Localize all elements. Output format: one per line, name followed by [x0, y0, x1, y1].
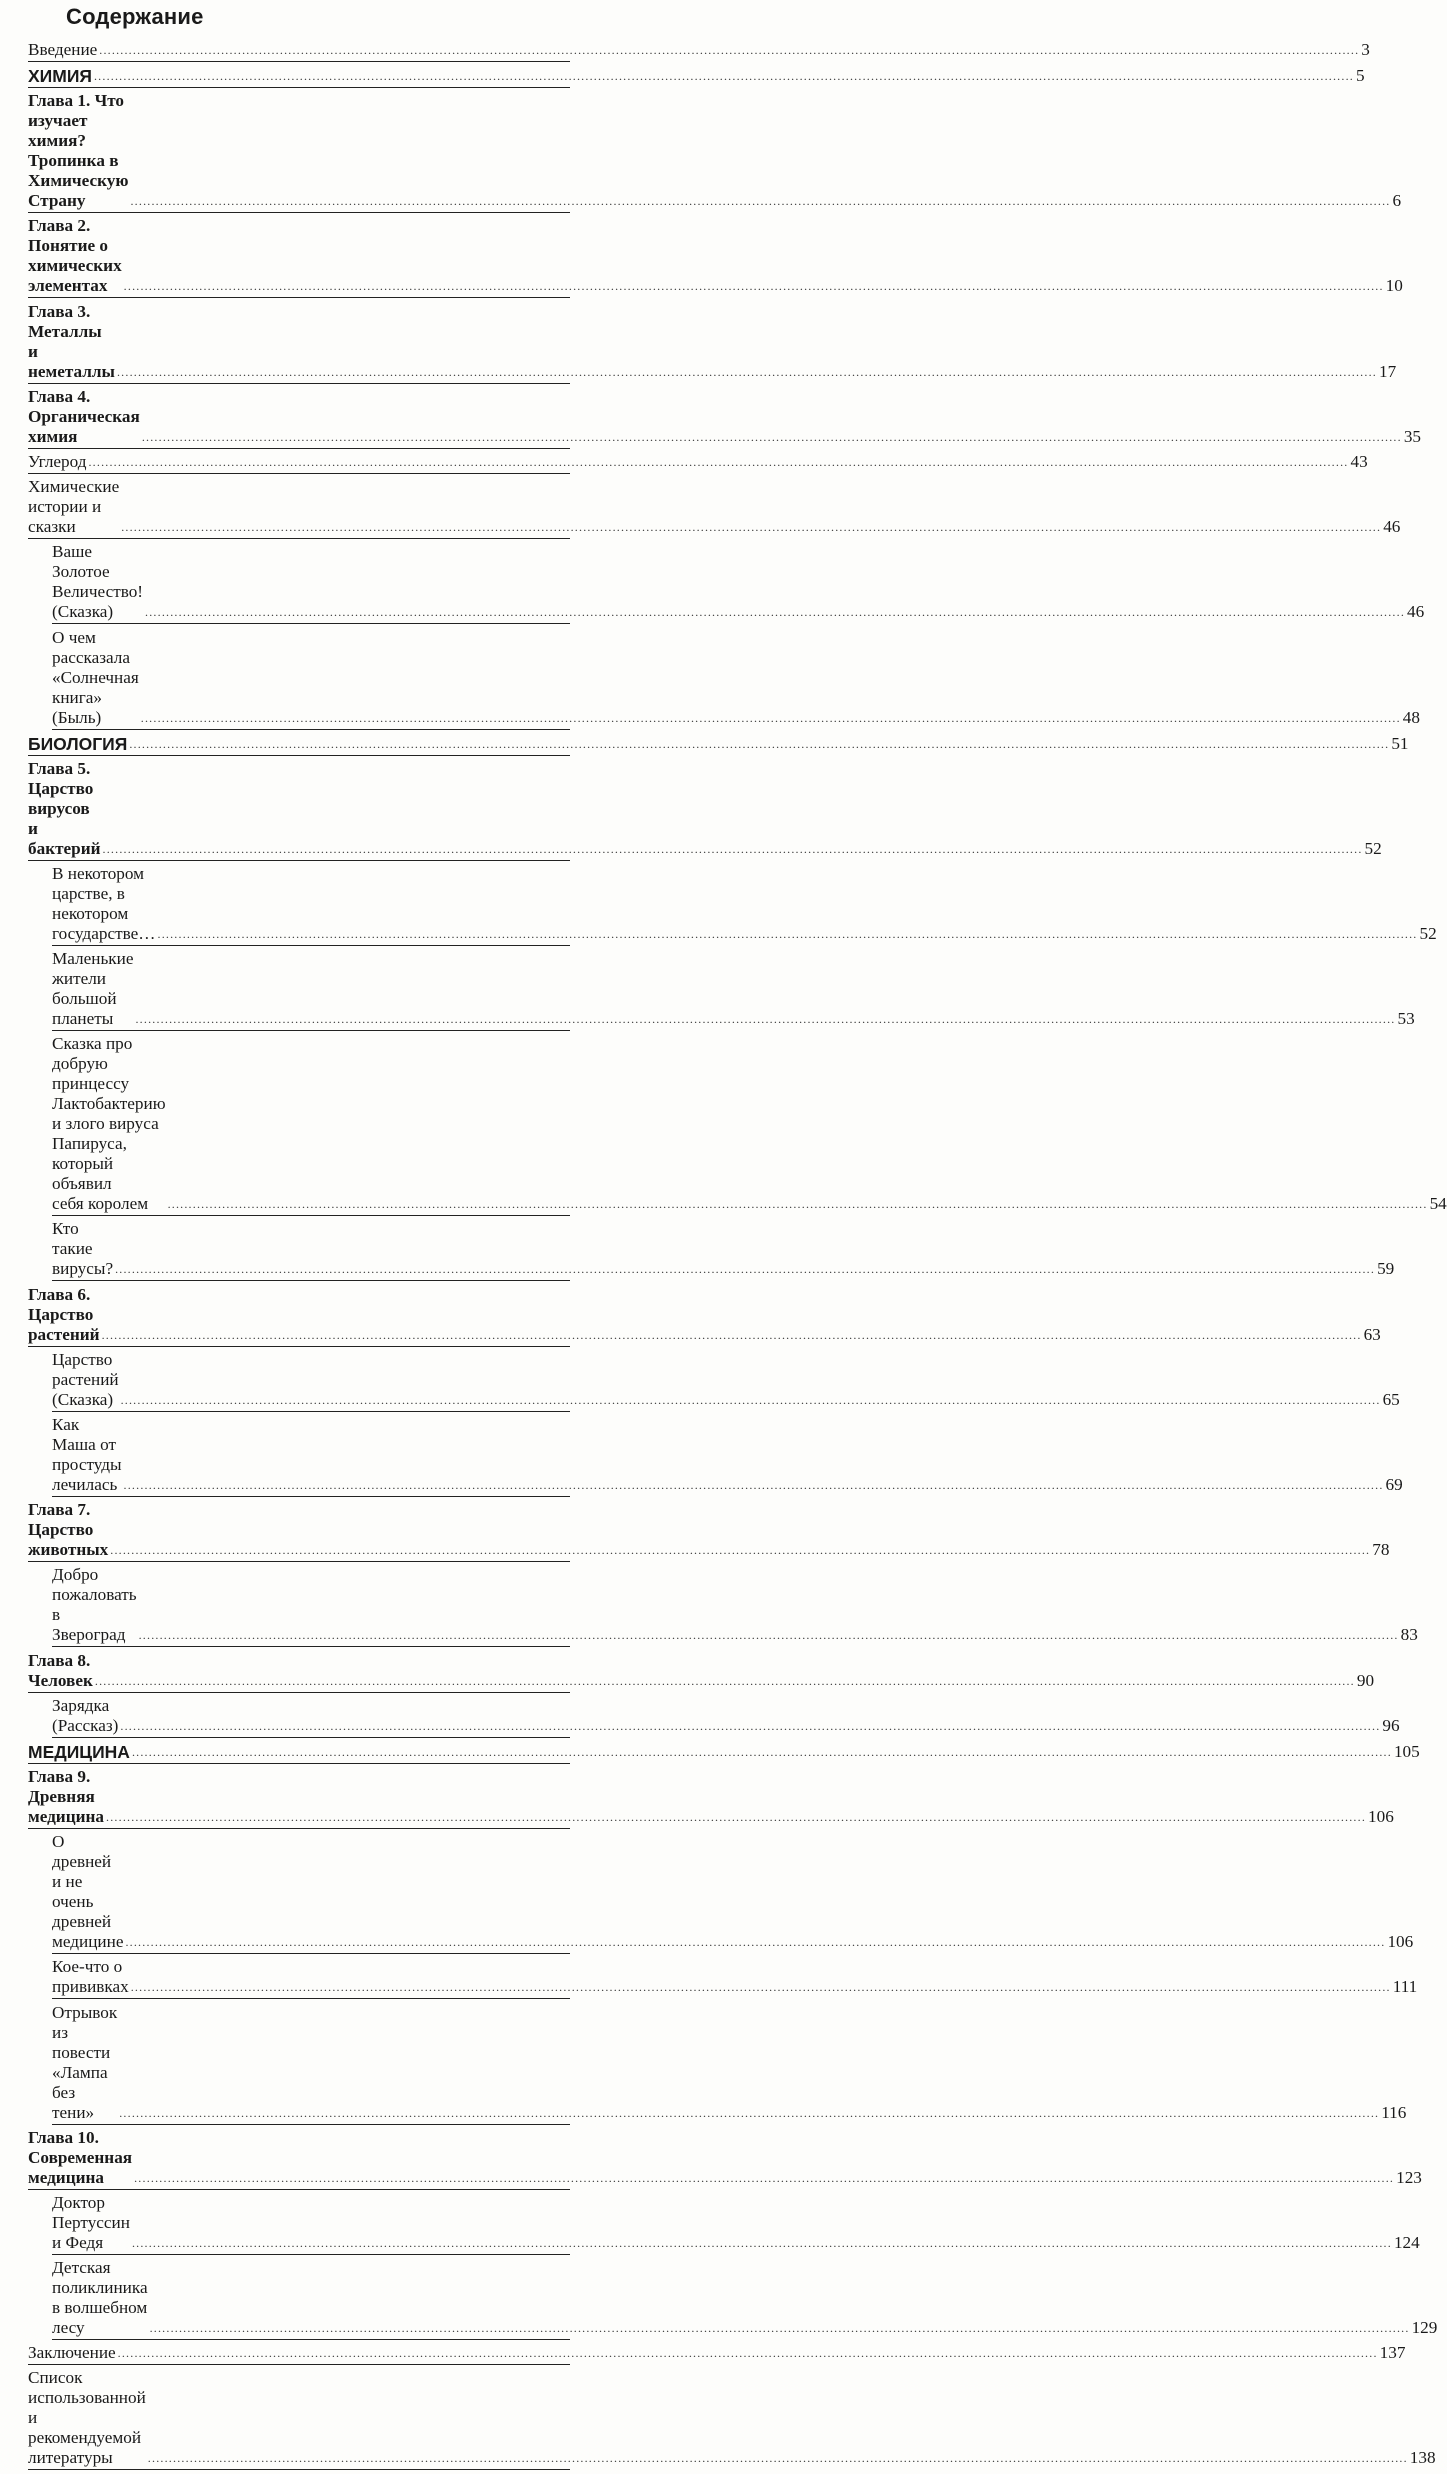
- toc-entry-row: [52, 1832, 1414, 1954]
- toc-page-number: 106: [1387, 1932, 1414, 1952]
- toc-entry-label: ХИМИЯ: [28, 66, 92, 86]
- dot-leader: ............................................................................................................................................................................................................................................................................................................: [123, 1478, 1384, 1492]
- dot-leader: ............................................................................................................................................................................................................................................................................................................: [119, 2105, 1380, 2120]
- dot-leader: ............................................................................................................................................................................................................................................................................................................: [110, 1543, 1371, 1558]
- toc-entry-label: О чем рассказала «Солнечная книга» (Быль): [52, 627, 139, 727]
- toc-page-number: 6: [1392, 191, 1402, 211]
- toc-entry-row: [52, 1349, 1400, 1412]
- toc-entry-label: Маленькие жители большой планеты: [52, 949, 134, 1029]
- table-of-contents: [28, 40, 1447, 2474]
- toc-entry-label: Царство растений (Сказка): [52, 1349, 119, 1409]
- dot-leader: ............................................................................................................................................................................................................................................................................................................: [106, 1809, 1367, 1824]
- dot-leader: ............................................................................................................................................................................................................................................................................................................: [141, 429, 1402, 444]
- toc-entry-row: [52, 2002, 1407, 2125]
- dot-leader: ............................................................................................................................................................................................................................................................................................................: [88, 454, 1349, 469]
- toc-entry-label: Химические истории и сказки: [28, 477, 120, 537]
- dot-leader: ............................................................................................................................................................................................................................................................................................................: [93, 69, 1354, 83]
- toc-entry-label: Детская поликлиника в волшебном лесу: [52, 2258, 148, 2338]
- toc-entry-label: Сказка про добрую принцессу Лактобактерию и злого вируса Папируса, который объявил себя королем: [52, 1034, 166, 1214]
- toc-entry-label: Глава 1. Что изучает химия? Тропинка в Химическую Страну: [28, 91, 129, 211]
- toc-entry-label: В некотором царстве, в некотором государстве…: [52, 863, 156, 943]
- toc-entry-label: Список использованной и рекомендуемой литературы: [28, 2368, 146, 2468]
- toc-section-row: [28, 733, 1409, 756]
- toc-entry-label: Глава 3. Металлы и неметаллы: [28, 301, 115, 381]
- dot-leader: ............................................................................................................................................................................................................................................................................................................: [102, 841, 1363, 856]
- toc-entry-label: Глава 8. Человек: [28, 1650, 93, 1690]
- toc-chapter-row: [28, 1284, 1381, 1347]
- toc-page-number: 111: [1392, 1977, 1418, 1997]
- toc-page-number: 52: [1419, 923, 1437, 943]
- dot-leader: ............................................................................................................................................................................................................................................................................................................: [145, 605, 1406, 620]
- toc-entry-label: Как Маша от простуды лечилась: [52, 1415, 122, 1494]
- toc-chapter-row: [28, 386, 1422, 449]
- dot-leader: ............................................................................................................................................................................................................................................................................................................: [115, 1262, 1376, 1277]
- dot-leader: ............................................................................................................................................................................................................................................................................................................: [157, 926, 1418, 941]
- toc-page-number: 106: [1368, 1806, 1394, 1826]
- toc-chapter-row: [28, 91, 1402, 213]
- toc-page-number: 52: [1364, 838, 1382, 858]
- toc-entry-row: [52, 863, 1437, 946]
- toc-entry-label: Добро пожаловать в Звероград: [52, 1565, 137, 1645]
- toc-page-number: 69: [1385, 1475, 1403, 1494]
- dot-leader: ............................................................................................................................................................................................................................................................................................................: [134, 2170, 1395, 2185]
- toc-entry-label: Глава 9. Древняя медицина: [28, 1766, 105, 1826]
- toc-entry-row: [52, 542, 1425, 624]
- toc-entry-label: Доктор Пертуссин и Федя: [52, 2192, 130, 2252]
- toc-entry-label: Глава 5. Царство вирусов и бактерий: [28, 758, 101, 858]
- dot-leader: ............................................................................................................................................................................................................................................................................................................: [101, 1327, 1362, 1342]
- toc-entry-label: Зарядка (Рассказ): [52, 1695, 119, 1735]
- toc-page-number: 83: [1400, 1625, 1418, 1645]
- toc-page-number: 5: [1355, 66, 1365, 85]
- dot-leader: ............................................................................................................................................................................................................................................................................................................: [130, 194, 1391, 209]
- toc-chapter-row: [28, 1650, 1375, 1693]
- toc-page-number: 96: [1382, 1715, 1400, 1735]
- dot-leader: ............................................................................................................................................................................................................................................................................................................: [117, 2346, 1378, 2361]
- toc-entry-label: Глава 4. Органическая химия: [28, 386, 140, 446]
- toc-entry-label: Глава 2. Понятие о химических элементах: [28, 216, 122, 296]
- dot-leader: ............................................................................................................................................................................................................................................................................................................: [120, 1718, 1381, 1733]
- dot-leader: ............................................................................................................................................................................................................................................................................................................: [123, 279, 1384, 294]
- toc-entry-row: [52, 1695, 1400, 1738]
- dot-leader: ............................................................................................................................................................................................................................................................................................................: [138, 1628, 1399, 1643]
- toc-page-number: 48: [1402, 707, 1420, 727]
- toc-page-number: 138: [1409, 2448, 1436, 2468]
- toc-entry-row: [28, 2343, 1406, 2365]
- dot-leader: ............................................................................................................................................................................................................................................................................................................: [167, 1197, 1428, 1212]
- dot-leader: ............................................................................................................................................................................................................................................................................................................: [135, 1012, 1396, 1027]
- dot-leader: ............................................................................................................................................................................................................................................................................................................: [120, 1392, 1381, 1407]
- toc-entry-row: [52, 1957, 1418, 1999]
- toc-entry-label: Кто такие вирусы?: [52, 1219, 114, 1279]
- dot-leader: ............................................................................................................................................................................................................................................................................................................: [130, 1980, 1391, 1995]
- dot-leader: ............................................................................................................................................................................................................................................................................................................: [125, 1935, 1386, 1950]
- toc-entry-row: [28, 451, 1368, 474]
- toc-page-number: 65: [1382, 1389, 1400, 1409]
- toc-chapter-row: [28, 1766, 1394, 1829]
- toc-entry-row: [52, 2192, 1420, 2255]
- toc-entry-label: Введение: [28, 40, 98, 59]
- toc-entry-label: Заключение: [28, 2343, 116, 2363]
- dot-leader: ............................................................................................................................................................................................................................................................................................................: [116, 364, 1377, 379]
- toc-entry-label: МЕДИЦИНА: [28, 1741, 130, 1762]
- toc-page-number: 129: [1411, 2318, 1438, 2338]
- toc-page-number: 105: [1393, 1741, 1420, 1761]
- toc-page-number: 124: [1393, 2232, 1420, 2252]
- dot-leader: ............................................................................................................................................................................................................................................................................................................: [140, 710, 1401, 725]
- toc-page-number: 123: [1396, 2167, 1422, 2187]
- toc-entry-row: [52, 1034, 1447, 1216]
- toc-chapter-row: [28, 1500, 1390, 1562]
- dot-leader: ............................................................................................................................................................................................................................................................................................................: [129, 736, 1390, 751]
- toc-entry-label: Ваше Золотое Величество! (Сказка): [52, 542, 144, 622]
- toc-entry-label: Углерод: [28, 451, 87, 471]
- dot-leader: ............................................................................................................................................................................................................................................................................................................: [147, 2451, 1408, 2466]
- toc-page-number: 63: [1363, 1324, 1381, 1344]
- toc-page-number: 46: [1407, 602, 1425, 622]
- toc-page-number: 10: [1385, 276, 1403, 296]
- toc-section-row: [28, 66, 1365, 88]
- toc-page-number: 54: [1429, 1194, 1447, 1214]
- toc-section-row: [28, 1741, 1420, 1764]
- toc-entry-label: Кое-что о прививках: [52, 1957, 129, 1997]
- toc-entry-row: [52, 627, 1420, 730]
- toc-entry-label: Отрывок из повести «Лампа без тени»: [52, 2002, 118, 2122]
- toc-entry-label: БИОЛОГИЯ: [28, 733, 128, 754]
- toc-entry-label: Глава 7. Царство животных: [28, 1500, 109, 1560]
- toc-page-number: 90: [1356, 1670, 1375, 1690]
- toc-entry-label: Глава 6. Царство растений: [28, 1284, 100, 1344]
- toc-page-number: 116: [1381, 2102, 1407, 2122]
- toc-page-number: 53: [1397, 1009, 1415, 1029]
- toc-entry-row: [52, 1219, 1395, 1281]
- toc-entry-row: [52, 2258, 1438, 2340]
- toc-page-number: 59: [1377, 1259, 1395, 1279]
- toc-entry-label: Глава 10. Современная медицина: [28, 2127, 133, 2187]
- toc-entry-row: [28, 477, 1401, 539]
- dot-leader: ............................................................................................................................................................................................................................................................................................................: [121, 520, 1382, 535]
- toc-chapter-row: [28, 301, 1397, 384]
- toc-page-number: 43: [1350, 451, 1368, 471]
- dot-leader: ............................................................................................................................................................................................................................................................................................................: [131, 2235, 1392, 2250]
- toc-page-number: 137: [1379, 2343, 1406, 2363]
- toc-page-number: 78: [1372, 1540, 1390, 1560]
- dot-leader: ............................................................................................................................................................................................................................................................................................................: [94, 1673, 1355, 1688]
- toc-entry-row: [52, 949, 1415, 1031]
- toc-entry-label: О древней и не очень древней медицине: [52, 1832, 124, 1952]
- toc-chapter-row: [28, 758, 1382, 861]
- toc-chapter-row: [28, 2127, 1422, 2190]
- toc-page-number: 35: [1403, 426, 1422, 446]
- toc-chapter-row: [28, 216, 1403, 298]
- page-title: Содержание: [66, 4, 204, 29]
- dot-leader: ............................................................................................................................................................................................................................................................................................................: [99, 43, 1360, 57]
- toc-page-number: 3: [1361, 40, 1370, 59]
- toc-entry-row: [28, 40, 1370, 62]
- toc-page-number: 17: [1378, 361, 1397, 381]
- toc-entry-row: [52, 1565, 1418, 1647]
- toc-entry-row: [28, 2368, 1436, 2470]
- toc-page-number: 46: [1383, 517, 1401, 537]
- toc-entry-row: [52, 1415, 1403, 1497]
- dot-leader: ............................................................................................................................................................................................................................................................................................................: [131, 1744, 1392, 1759]
- toc-page-number: 51: [1391, 733, 1409, 753]
- dot-leader: ............................................................................................................................................................................................................................................................................................................: [149, 2321, 1410, 2336]
